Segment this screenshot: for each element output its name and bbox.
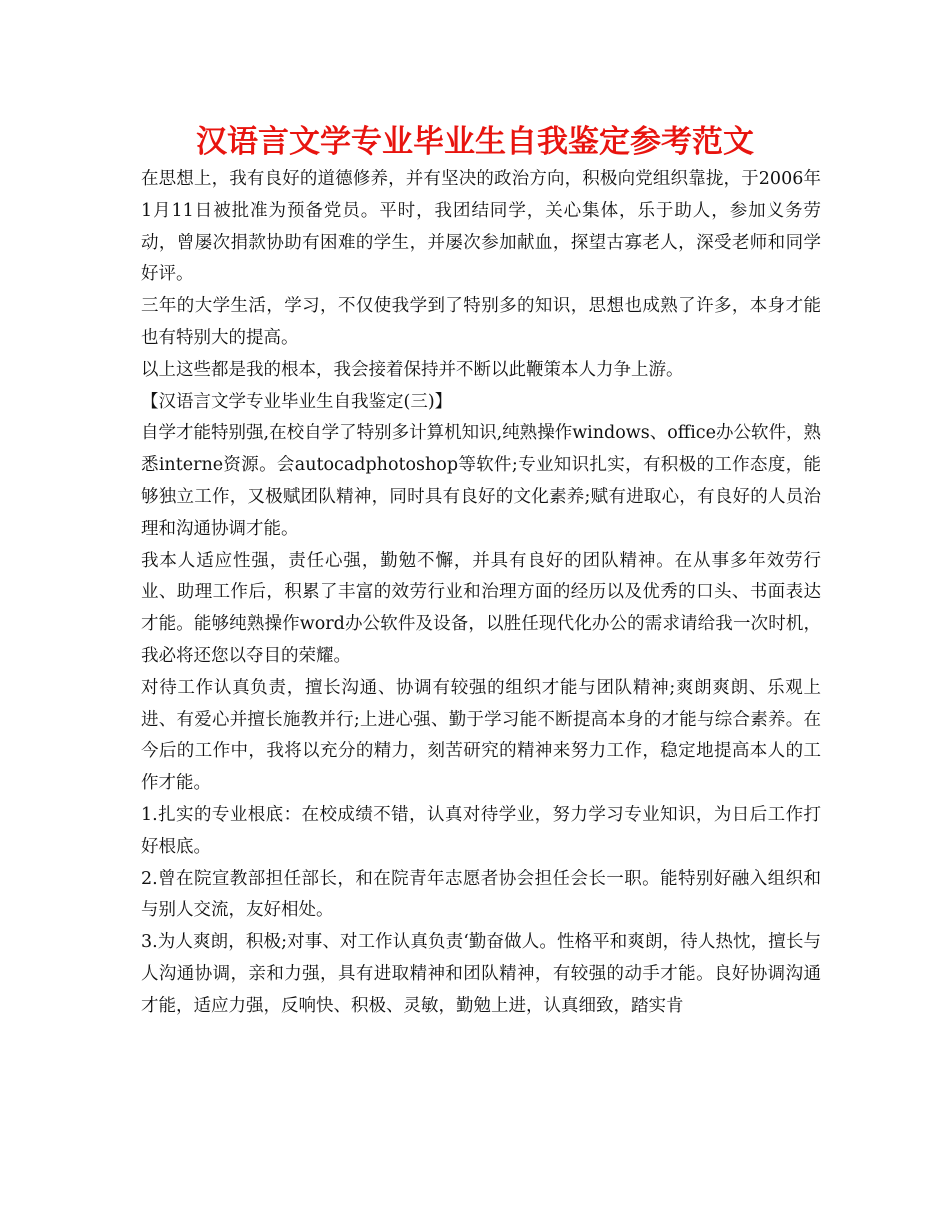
paragraph-foundation: 以上这些都是我的根本，我会接着保持并不断以此鞭策本人力争上游。 xyxy=(141,359,684,380)
list-item-personality: 3.为人爽朗，积极;对事、对工作认真负责‘勤奋做人。性格平和爽朗，待人热忱，擅长与人沟通协调，亲和力强，具有进取精神和团队精神，有较强的动手才能。良好协调沟通才能，适应力强，反响快、积极、灵敏，勤勉上进，认真细致，踏实肯 xyxy=(141,932,821,1016)
document-title: 汉语言文学专业毕业生自我鉴定参考范文 xyxy=(196,124,754,160)
paragraph-university-life: 三年的大学生活，学习，不仅使我学到了特别多的知识，思想也成熟了许多，本身才能也有特别大的提高。 xyxy=(141,296,821,348)
paragraph-self-study: 自学才能特别强,在校自学了特别多计算机知识,纯熟操作windows、office办公软件，熟悉interne资源。会autocadphotoshop等软件;专业知识扎实，有积极的工作态度，能够独立工作，又极赋团队精神，同时具有良好的文化素养;赋有进取心，有良好的人员治理和沟通协调才能。 xyxy=(141,423,821,539)
paragraph-adaptability: 我本人适应性强，责任心强，勤勉不懈，并具有良好的团队精神。在从事多年效劳行业、助理工作后，积累了丰富的效劳行业和治理方面的经历以及优秀的口头、书面表达才能。能够纯熟操作word办公软件及设备，以胜任现代化办公的需求请给我一次时机，我必将还您以夺目的荣耀。 xyxy=(141,550,821,666)
section-heading: 【汉语言文学专业毕业生自我鉴定(三)】 xyxy=(141,391,453,412)
list-item-positions: 2.曾在院宣教部担任部长，和在院青年志愿者协会担任会长一职。能特别好融入组织和与别人交流，友好相处。 xyxy=(141,868,821,921)
paragraph-political: 在思想上，我有良好的道德修养，并有坚决的政治方向，积极向党组织靠拢，于2006年1月11日被批准为预备党员。平时，我团结同学，关心集体，乐于助人，参加义务劳动，曾屡次捐款协助有困难的学生，并屡次参加献血，探望古寡老人，深受老师和同学好评。 xyxy=(141,169,821,285)
document-body xyxy=(141,164,821,1023)
paragraph-work-attitude: 对待工作认真负责，擅长沟通、协调有较强的组织才能与团队精神;爽朗爽朗、乐观上进、有爱心并擅长施教并行;上进心强、勤于学习能不断提高本身的才能与综合素养。在今后的工作中，我将以充分的精力，刻苦研究的精神来努力工作，稳定地提高本人的工作才能。 xyxy=(141,677,821,794)
list-item-foundation: 1.扎实的专业根底：在校成绩不错，认真对待学业，努力学习专业知识，为日后工作打好根底。 xyxy=(141,804,821,857)
